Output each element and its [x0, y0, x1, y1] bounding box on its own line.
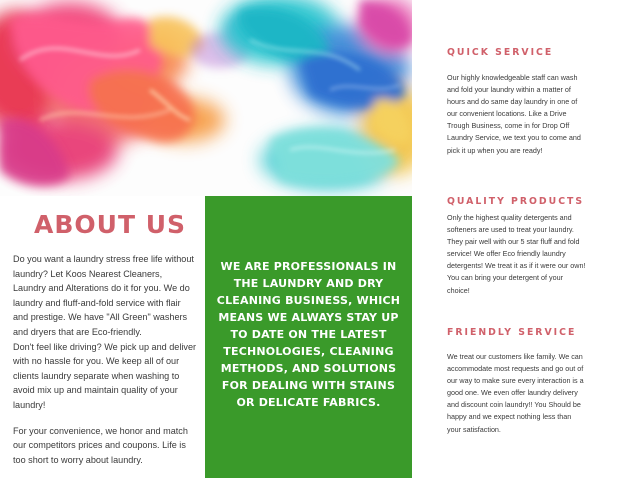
about-paragraph-intro: Do you want a laundry stress free life without laundry? Let Koos Nearest Cleaners, Laundry and Alterations do it for you. We do laundry and fluff-and-fold service with flair and prestige. We have "All Green" washers and dryers that are Eco-friendly. — [13, 254, 194, 337]
hero-ink-image — [0, 0, 412, 196]
friendly-service-heading: FRIENDLY SERVICE — [447, 327, 577, 338]
quick-service-heading: QUICK SERVICE — [447, 47, 554, 58]
highlight-panel — [205, 196, 412, 478]
friendly-service-body: We treat our customers like family. We can accommodate most requests and go out of our way to make sure every interaction is a good one. We even offer laundry delivery and discount coin laundry!! You Should be happy and we expect nothing less than your satisfaction. — [447, 352, 584, 434]
colorful-ink-smoke-illustration — [0, 0, 412, 196]
about-us-body — [13, 252, 197, 467]
quality-products-body: Only the highest quality detergents and softeners are used to treat your laundry. They pair well with our 5 star fluff and fold service! We offer Eco friendly laundry detergents! We treat it as if it were our own! You can bring your detergent of your choice! — [447, 213, 586, 295]
highlight-statement: WE ARE PROFESSIONALS IN THE LAUNDRY AND DRY CLEANING BUSINESS, WHICH MEANS WE ALWAYS STAY UP TO DATE ON THE LATEST TECHNOLOGIES, CLEANING METHODS, AND SOLUTIONS FOR DEALING WITH STAINS OR DELICATE FABRICS. — [216, 260, 401, 409]
about-paragraph-delivery: Don't feel like driving? We pick up and deliver with no hassle for you. We keep all of our clients laundry separate when washing to avoid mix up and maintain quality of your laundry! — [13, 341, 197, 410]
about-paragraph-price-match: For your convenience, we honor and match our competitors prices and coupons. Life is too short to worry about laundry. — [13, 425, 188, 465]
quick-service-body: Our highly knowledgeable staff can wash and fold your laundry within a matter of hours and do same day laundry in one of our convenient locations. Like a Drive Trough Business, come in for Drop Off Laundry Service, we text you to come and pick it up when you are ready! — [447, 73, 581, 155]
quality-products-heading: QUALITY PRODUCTS — [447, 196, 585, 207]
about-us-heading: ABOUT US — [34, 210, 187, 239]
